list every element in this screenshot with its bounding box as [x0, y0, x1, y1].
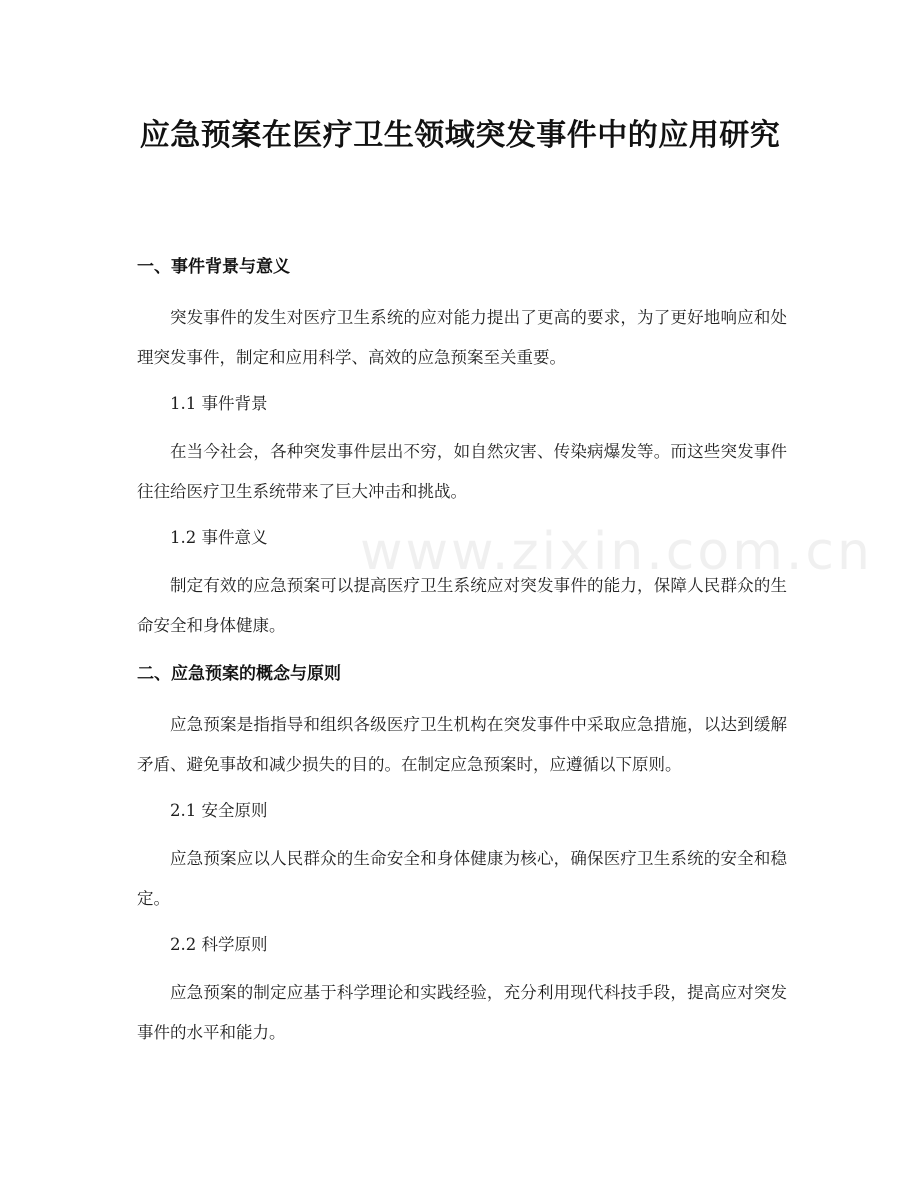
- section-heading: 二、应急预案的概念与原则: [137, 664, 341, 684]
- subsection-heading: 1.1 事件背景: [170, 394, 268, 413]
- section-heading: 一、事件背景与意义: [137, 257, 290, 277]
- subsection-heading: 2.2 科学原则: [170, 935, 268, 954]
- paragraph: 应急预案是指指导和组织各级医疗卫生机构在突发事件中采取应急措施，以达到缓解矛盾、避免事故和减少损失的目的。在制定应急预案时，应遵循以下原则。: [137, 715, 787, 774]
- paragraph: 应急预案应以人民群众的生命安全和身体健康为核心，确保医疗卫生系统的安全和稳定。: [137, 849, 787, 908]
- subsection-heading: 1.2 事件意义: [170, 528, 268, 547]
- paragraph: 在当今社会，各种突发事件层出不穷，如自然灾害、传染病爆发等。而这些突发事件往往给医疗卫生系统带来了巨大冲击和挑战。: [137, 442, 787, 501]
- watermark: www.zixin.com.cn: [360, 522, 873, 582]
- document-title: 应急预案在医疗卫生领域突发事件中的应用研究: [139, 118, 781, 153]
- paragraph: 应急预案的制定应基于科学理论和实践经验，充分利用现代科技手段，提高应对突发事件的水平和能力。: [137, 983, 787, 1042]
- paragraph: 制定有效的应急预案可以提高医疗卫生系统应对突发事件的能力，保障人民群众的生命安全和身体健康。: [137, 576, 787, 635]
- paragraph: 突发事件的发生对医疗卫生系统的应对能力提出了更高的要求，为了更好地响应和处理突发事件，制定和应用科学、高效的应急预案至关重要。: [137, 308, 787, 367]
- subsection-heading: 2.1 安全原则: [170, 801, 268, 820]
